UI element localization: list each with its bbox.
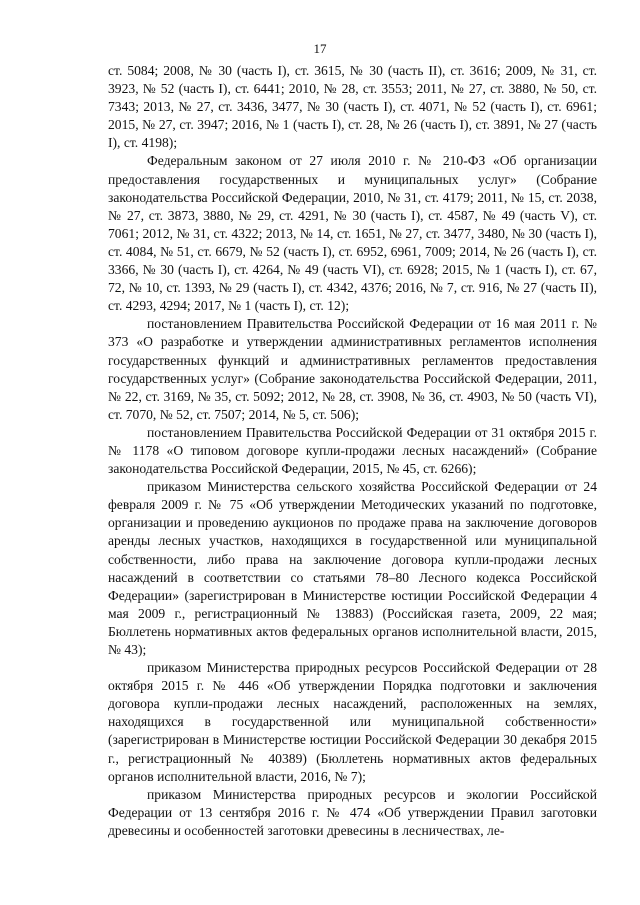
- paragraph-government-resolution-373: постановлением Правительства Российской Федерации от 16 мая 2011 г. № 373 «О разработке и утверждении административных регламентов исполнения государственных функций и административных регламентов предоставления государственных услуг» (Собрание законодательства Российской Федерации, 2011, № 22, ст. 3169, № 35, ст. 5092; 2012, № 28, ст. 3908, № 36, ст. 4903, № 50 (часть VI), ст. 7070, № 52, ст. 7507; 2014, № 5, ст. 506);: [108, 316, 597, 422]
- paragraph-legal-references-continued: ст. 5084; 2008, № 30 (часть I), ст. 3615, № 30 (часть II), ст. 3616; 2009, № 31, ст. 3923, № 52 (часть I), ст. 6441; 2010, № 28, ст. 3553; 2011, № 27, ст. 3880, № 50, ст. 7343; 2013, № 27, ст. 3436, 3477, № 30 (часть I), ст. 4071, № 52 (часть I), ст. 6961; 2015, № 27, ст. 3947; 2016, № 1 (часть I), ст. 28, № 26 (часть I), ст. 3891, № 27 (часть I), ст. 4198);: [108, 63, 597, 151]
- page-number: 17: [313, 41, 327, 56]
- paragraph-agriculture-ministry-order-75: приказом Министерства сельского хозяйства Российской Федерации от 24 февраля 2009 г. № 75 «Об утверждении Методических указаний по подготовке, организации и проведению аукционов по продаже права на заключение договоров аренды лесных участков, находящихся в государственной или муниципальной собственности, либо права на заключение договора купли-продажи лесных насаждений в соответствии со статьями 78–80 Лесного кодекса Российской Федерации» (зарегистрирован в Министерстве юстиции Российской Федерации 4 мая 2009 г., регистрационный № 13883) (Российская газета, 2009, 22 мая; Бюллетень нормативных актов федеральных органов исполнительной власти, 2015, № 43);: [108, 479, 597, 657]
- paragraph-federal-law-210: Федеральным законом от 27 июля 2010 г. № 210-ФЗ «Об организации предоставления государственных и муниципальных услуг» (Собрание законодательства Российской Федерации, 2010, № 31, ст. 4179; 2011, № 15, ст. 2038, № 27, ст. 3873, 3880, № 29, ст. 4291, № 30 (часть I), ст. 4587, № 49 (часть V), ст. 7061; 2012, № 31, ст. 4322; 2013, № 14, ст. 1651, № 27, ст. 3477, 3480, № 30 (часть I), ст. 4084, № 51, ст. 6679, № 52 (часть I), ст. 6952, 6961, 7009; 2014, № 26 (часть I), ст. 3366, № 30 (часть I), ст. 4264, № 49 (часть VI), ст. 6928; 2015, № 1 (часть I), ст. 67, 72, № 10, ст. 1393, № 29 (часть I), ст. 4342, 4376; 2016, № 7, ст. 916, № 27 (часть II), ст. 4293, 4294; 2017, № 1 (часть I), ст. 12);: [108, 153, 597, 314]
- paragraph-natural-resources-order-446: приказом Министерства природных ресурсов Российской Федерации от 28 октября 2015 г. № 446 «Об утверждении Порядка подготовки и заключения договора купли-продажи лесных насаждений, расположенных на землях, находящихся в государственной или муниципальной собственности» (зарегистрирован в Министерстве юстиции Российской Федерации 30 декабря 2015 г., регистрационный № 40389) (Бюллетень нормативных актов федеральных органов исполнительной власти, 2016, № 7);: [108, 660, 597, 784]
- paragraph-natural-resources-order-474: приказом Министерства природных ресурсов и экологии Российской Федерации от 13 сентября 2016 г. № 474 «Об утверждении Правил заготовки древесины и особенностей заготовки древесины в лесничествах, ле-: [108, 786, 597, 838]
- document-body: [108, 62, 597, 840]
- paragraph-government-resolution-1178: постановлением Правительства Российской Федерации от 31 октября 2015 г. № 1178 «О типовом договоре купли-продажи лесных насаждений» (Собрание законодательства Российской Федерации, 2015, № 45, ст. 6266);: [108, 424, 597, 477]
